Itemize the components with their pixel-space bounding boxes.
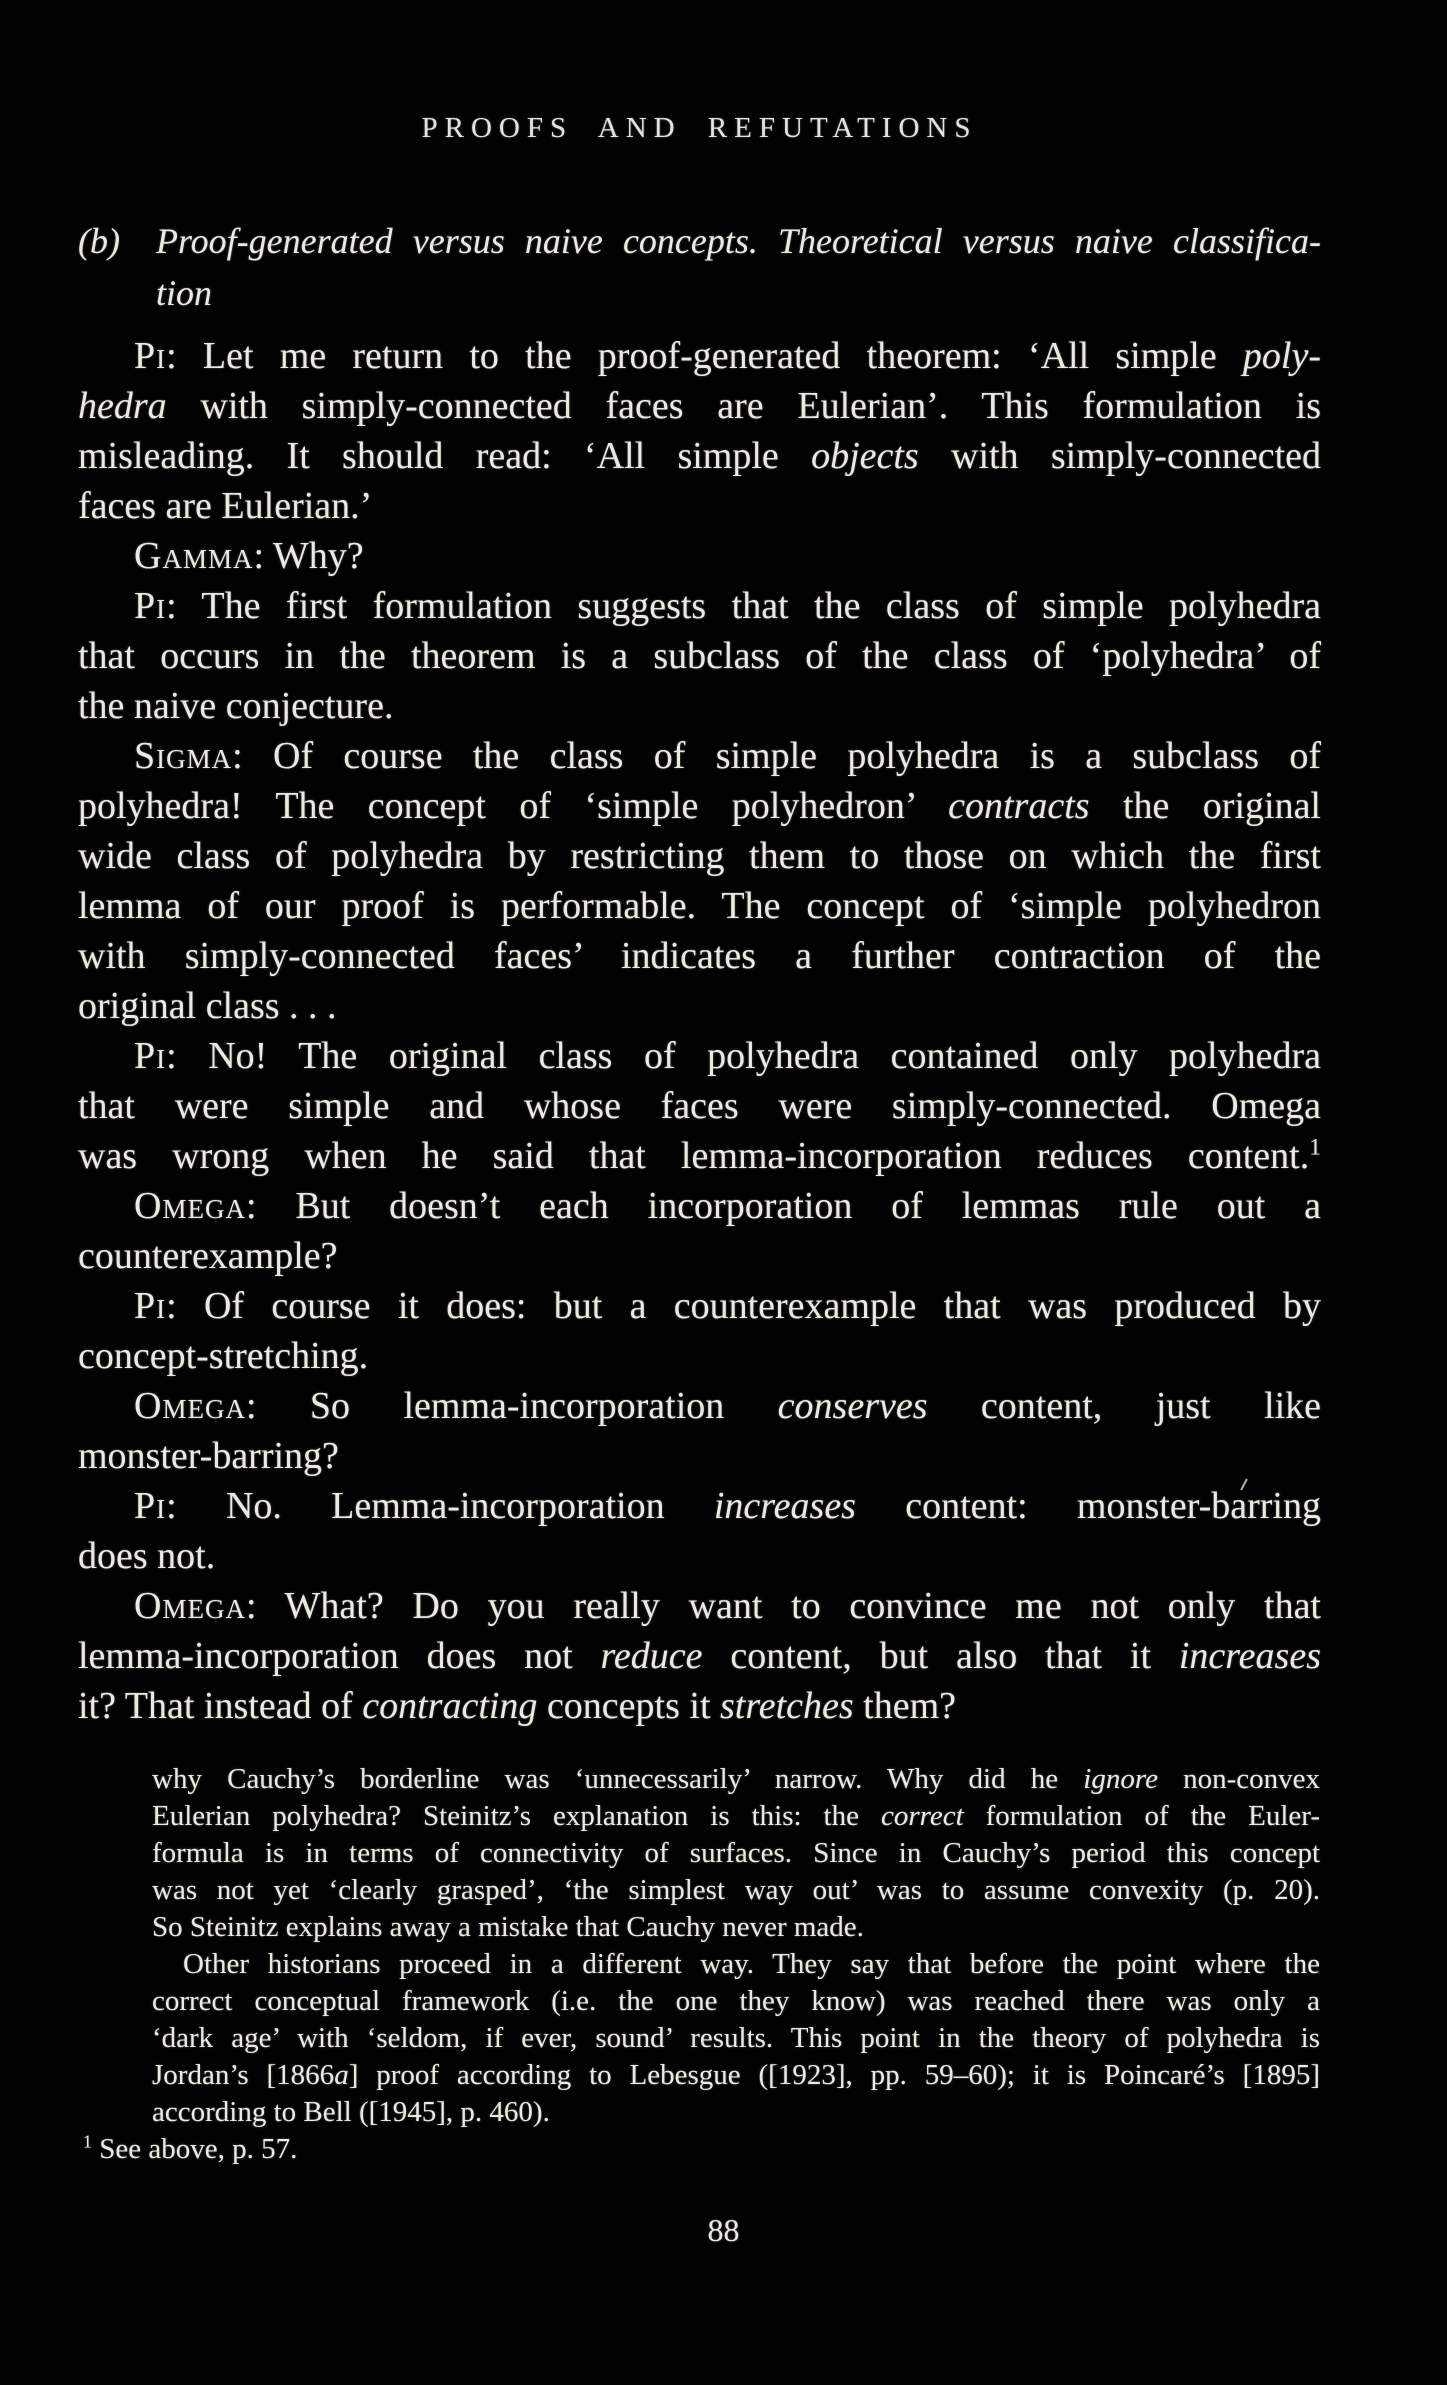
text-line: $^1$ See above, p. 57. (83, 2131, 298, 2165)
text-line: with simply-connected faces’ indicates a further contraction of the (78, 935, 1321, 977)
text-line: Jordan’s [1866a] proof according to Lebesgue ([1923], pp. 59–60); it is Poincaré’s [1895] (152, 2059, 1320, 2091)
text-line: Omega: So lemma-incorporation conserves content, just like (134, 1385, 1321, 1427)
text-line: monster-barring? (78, 1435, 339, 1477)
text-line: according to Bell ([1945], p. 460). (152, 2096, 550, 2128)
footnote-continuation (152, 1761, 1320, 2131)
text-line: wide class of polyhedra by restricting them to those on which the first (78, 835, 1321, 877)
text-line: it? That instead of contracting concepts it stretches them? (78, 1685, 957, 1727)
text-line: why Cauchy’s borderline was ‘unnecessarily’ narrow. Why did he ignore non-convex (152, 1763, 1320, 1795)
text-line: Other historians proceed in a different way. They say that before the point where the (183, 1948, 1320, 1980)
text-line: was wrong when he said that lemma-incorporation reduces content.$^1$ (78, 1134, 1321, 1177)
text-line: concept-stretching. (78, 1335, 369, 1377)
text-line: that occurs in the theorem is a subclass of the class of ‘polyhedra’ of (78, 635, 1321, 677)
running-header: PROOFS AND REFUTATIONS (421, 112, 978, 144)
text-line: Pi: No. Lemma-incorporation increases content: monster-barring (134, 1485, 1321, 1527)
text-line: lemma of our proof is performable. The concept of ‘simple polyhedron (78, 885, 1321, 927)
text-line: misleading. It should read: ‘All simple objects with simply-connected (78, 435, 1321, 477)
text-line: Pi: No! The original class of polyhedra contained only polyhedra (134, 1035, 1321, 1077)
text-line: hedra with simply-connected faces are Eulerian’. This formulation is (78, 385, 1321, 427)
footnote-1 (83, 2131, 1320, 2168)
text-line: Pi: Let me return to the proof-generated theorem: ‘All simple poly- (134, 335, 1321, 377)
text-line: Gamma: Why? (134, 535, 364, 577)
text-line: Pi: The first formulation suggests that the class of simple polyhedra (134, 585, 1321, 627)
text-line: does not. (78, 1535, 216, 1577)
text-line: Sigma: Of course the class of simple polyhedra is a subclass of (134, 735, 1321, 777)
text-line: Omega: What? Do you really want to convince me not only that (134, 1585, 1321, 1627)
text-line: formula is in terms of connectivity of surfaces. Since in Cauchy’s period this concept (152, 1837, 1320, 1869)
text-line: was not yet ‘clearly grasped’, ‘the simplest way out’ was to assume convexity (p. 20). (152, 1874, 1320, 1906)
text-line: the naive conjecture. (78, 685, 394, 727)
text-line: faces are Eulerian.’ (78, 485, 373, 527)
text-line: that were simple and whose faces were simply-connected. Omega (78, 1085, 1321, 1127)
text-block (78, 0, 1321, 2168)
dialogue-text (78, 331, 1321, 1731)
text-line: polyhedra! The concept of ‘simple polyhedron’ contracts the original (78, 785, 1321, 827)
text-line: tion (156, 273, 213, 313)
text-line: Eulerian polyhedra? Steinitz’s explanation is this: the correct formulation of the Euler- (152, 1800, 1320, 1832)
text-line: So Steinitz explains away a mistake that Cauchy never made. (152, 1911, 864, 1943)
text-line: original class . . . (78, 985, 337, 1027)
text-line: ‘dark age’ with ‘seldom, if ever, sound’ results. This point in the theory of polyhedra is (152, 2022, 1320, 2054)
text-line: counterexample? (78, 1235, 338, 1277)
text-line: Pi: Of course it does: but a counterexample that was produced by (134, 1285, 1321, 1327)
text-line: (b) Proof-generated versus naive concepts. Theoretical versus naive classifica- (78, 221, 1321, 261)
page-number: 88 (707, 2212, 740, 2248)
text-line: Omega: But doesn’t each incorporation of lemmas rule out a (134, 1185, 1321, 1227)
text-line: correct conceptual framework (i.e. the one they know) was reached there was only a (152, 1985, 1320, 2017)
section-heading (78, 215, 1321, 319)
text-line: lemma-incorporation does not reduce content, but also that it increases (78, 1635, 1321, 1677)
